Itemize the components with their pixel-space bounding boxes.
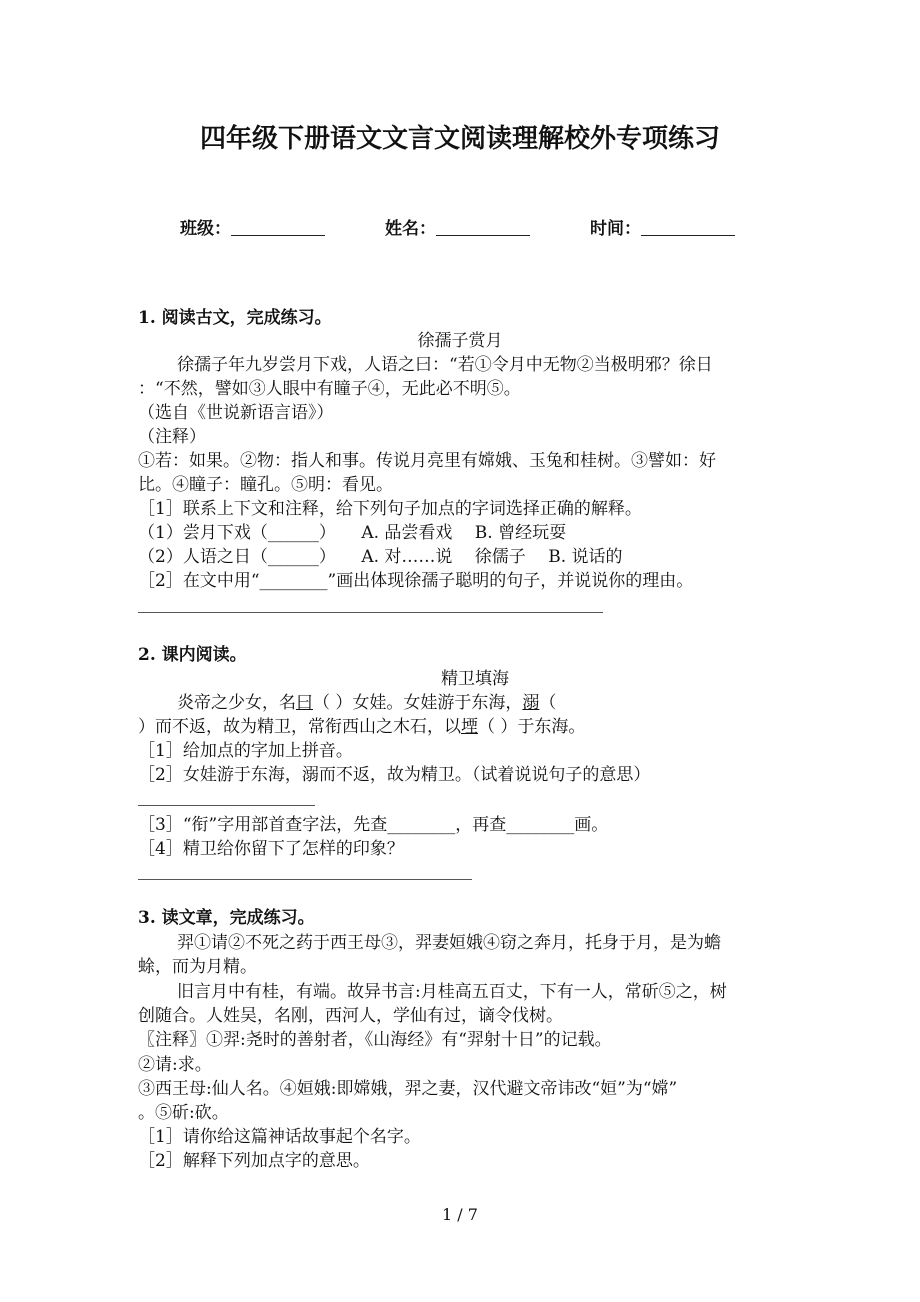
q1-heading: 1. 阅读古文，完成练习。 (138, 308, 332, 328)
dotted-char: 曰 (296, 693, 313, 713)
q3-line: 创随合。人姓吴，名刚，西河人，学仙有过，谪令伐树。 (138, 1006, 563, 1026)
q2-question-3: ［3］“衔”字用部首查字法，先查________，再查________画。 (138, 815, 609, 835)
q1-answer-line[interactable] (138, 612, 603, 613)
text: （ ）于东海。 (478, 717, 586, 737)
name-label: 姓名： (385, 219, 436, 239)
q2-passage-line (177, 691, 556, 715)
q3-line: 蜍，而为月精。 (138, 957, 257, 977)
q3-line: 旧言月中有桂，有端。故异书言:月桂高五百丈，下有一人，常斫⑤之，树 (177, 982, 727, 1002)
q2-answer-line[interactable] (138, 805, 315, 806)
q1-question-1-item-1: （1）尝月下戏（______） A. 品尝看戏 B. 曾经玩耍 (138, 523, 567, 543)
text: ）而不返，故为精卫，常衔西山之木石，以 (138, 717, 461, 737)
q3-question-2: ［2］解释下列加点字的意思。 (138, 1151, 370, 1171)
class-field (180, 214, 325, 239)
q3-heading: 3. 读文章，完成练习。 (138, 908, 315, 928)
q1-notes: 比。④瞳子：瞳孔。⑤明：看见。 (138, 475, 393, 495)
q1-passage-title: 徐孺子赏月 (417, 331, 503, 351)
time-label: 时间： (590, 219, 641, 239)
name-field (385, 214, 530, 239)
q2-question-1: ［1］给加点的字加上拼音。 (138, 741, 353, 761)
page-number: 1 / 7 (442, 1205, 478, 1224)
document-title: 四年级下册语文文言文阅读理解校外专项练习 (199, 124, 720, 154)
q3-notes: ②请:求。 (138, 1055, 212, 1075)
name-blank[interactable] (436, 219, 530, 236)
q1-notes-label: （注释） (138, 427, 206, 447)
q3-line: 羿①请②不死之药于西王母③，羿妻姮娥④窃之奔月，托身于月，是为蟾 (177, 933, 721, 953)
class-blank[interactable] (231, 219, 325, 236)
time-blank[interactable] (641, 219, 735, 236)
class-label: 班级： (180, 219, 231, 239)
text: （ (539, 693, 557, 713)
text: 炎帝之少女，名 (177, 693, 296, 713)
text: （ ）女娃。女娃游于东海， (313, 693, 523, 713)
q2-question-2: ［2］女娃游于东海，溺而不返，故为精卫。（试着说说句子的意思） (138, 765, 651, 785)
q2-question-4: ［4］精卫给你留下了怎样的印象？ (138, 839, 404, 859)
q2-passage-title: 精卫填海 (441, 669, 509, 689)
dotted-char: 溺 (522, 693, 540, 713)
q1-line: 徐孺子年九岁尝月下戏，人语之曰：“若①令月中无物②当极明邪？徐日 (177, 355, 713, 375)
q2-passage-line (138, 715, 585, 739)
q3-notes: 。⑤斫:砍。 (138, 1103, 229, 1123)
q1-question-1: ［1］联系上下文和注释，给下列句子加点的字词选择正确的解释。 (138, 499, 642, 519)
q3-notes: ③西王母:仙人名。④姮娥:即嫦娥，羿之妻，汉代避文帝讳改“姮”为“嫦” (138, 1079, 678, 1099)
q1-notes: ①若：如果。②物：指人和事。传说月亮里有嫦娥、玉兔和桂树。③譬如：好 (138, 451, 716, 471)
q1-line: ：“不然，譬如③人眼中有瞳子④，无此必不明⑤。 (138, 379, 521, 399)
q2-answer-line[interactable] (138, 879, 472, 880)
q1-source: （选自《世说新语言语》） (138, 403, 334, 423)
q1-question-2: ［2］在文中用“________”画出体现徐孺子聪明的句子，并说说你的理由。 (138, 571, 694, 591)
q3-question-1: ［1］请你给这篇神话故事起个名字。 (138, 1127, 421, 1147)
time-field (590, 214, 735, 239)
dotted-char: 堙 (461, 717, 478, 737)
q1-question-1-item-2: （2）人语之日（______） A. 对……说 徐儒子 B. 说话的 (138, 547, 623, 567)
q2-heading: 2. 课内阅读。 (138, 645, 247, 665)
q3-notes: 〖注释〗①羿:尧时的善射者，《山海经》有“羿射十日”的记载。 (138, 1030, 612, 1050)
